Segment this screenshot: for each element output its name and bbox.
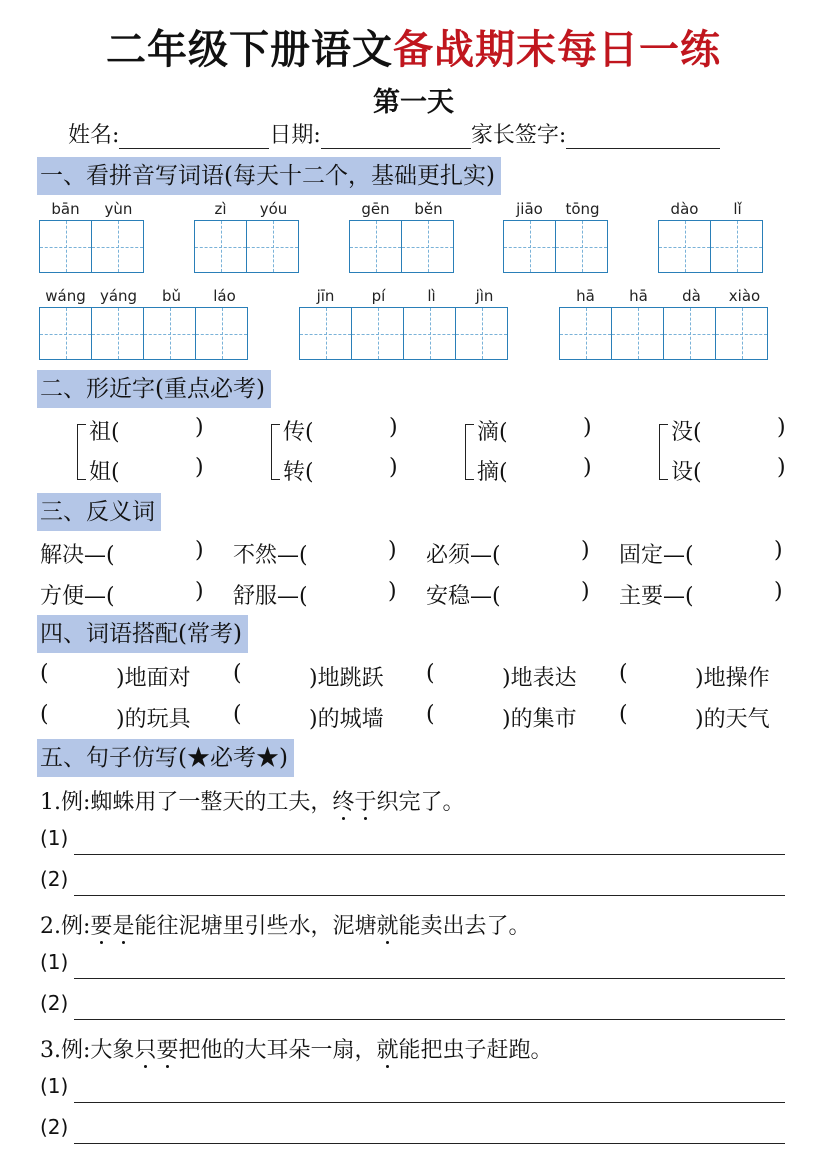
sentence-text: 例:	[61, 914, 91, 939]
answer-line[interactable]	[74, 1143, 785, 1144]
section-pinyin-heading: 一、看拼音写词语(每天十二个，基础更扎实)	[37, 157, 501, 195]
similar-char: 传(	[283, 420, 314, 445]
antonym-word: 主要—(	[619, 584, 694, 609]
antonym-answer-close: )	[774, 538, 783, 563]
collocation-phrase: )地操作	[695, 666, 770, 691]
collocation-phrase: )的玩具	[116, 707, 191, 732]
dotted-char: 就	[376, 914, 399, 939]
answer-line-label: (1)	[40, 950, 69, 974]
pinyin-label: lì	[427, 287, 436, 305]
pinyin-label: gēn	[361, 200, 390, 218]
answer-line-label: (2)	[40, 1115, 69, 1139]
answer-line-label: (2)	[40, 867, 69, 891]
pinyin-label: dà	[682, 287, 701, 305]
sentence-text: 织完了。	[376, 790, 465, 815]
tianzige-cell[interactable]	[663, 308, 715, 359]
name-field[interactable]	[119, 128, 269, 149]
answer-line[interactable]	[74, 1019, 785, 1020]
antonym-word: 安稳—(	[426, 584, 501, 609]
pinyin-label: pí	[371, 287, 386, 305]
similar-char: 转(	[283, 460, 314, 485]
collocation-open: (	[233, 661, 242, 686]
sentence-text: 把他的大耳朵一扇，	[178, 1038, 377, 1063]
tianzige-grid	[658, 220, 763, 273]
day-heading: 第一天	[373, 87, 454, 118]
pinyin-label: hā	[576, 287, 595, 305]
sentence-text: 能把虫子赶跑。	[398, 1038, 553, 1063]
section-sentence-heading: 五、句子仿写(★必考★)	[37, 739, 294, 777]
answer-line[interactable]	[74, 1102, 785, 1103]
sentence-text: 能往泥塘里引些水，泥塘	[134, 914, 377, 939]
similar-char: 滴(	[477, 420, 508, 445]
section-antonyms-heading: 三、反义词	[37, 493, 161, 531]
pinyin-label: bān	[51, 200, 80, 218]
tianzige-grid	[39, 307, 248, 360]
tianzige-cell[interactable]	[401, 221, 453, 272]
dotted-char: 要	[156, 1038, 179, 1063]
paren-close: )	[195, 455, 204, 480]
paren-close: )	[583, 455, 592, 480]
collocation-phrase: )地表达	[502, 666, 577, 691]
similar-char: 设(	[671, 460, 702, 485]
tianzige-cell[interactable]	[300, 308, 351, 359]
section-collocation-heading: 四、词语搭配(常考)	[37, 615, 248, 653]
answer-line-label: (2)	[40, 991, 69, 1015]
pinyin-label: tōng	[565, 200, 600, 218]
tianzige-grid	[503, 220, 608, 273]
pinyin-label: bǔ	[161, 287, 182, 305]
date-label: 日期:	[269, 123, 321, 148]
title-main: 二年级下册语文	[106, 27, 393, 73]
dotted-char: 终	[332, 790, 355, 815]
tianzige-cell[interactable]	[246, 221, 298, 272]
tianzige-cell[interactable]	[195, 308, 247, 359]
pinyin-label: jiāo	[516, 200, 543, 218]
dotted-char: 只	[134, 1038, 157, 1063]
pinyin-label: běn	[414, 200, 443, 218]
collocation-open: (	[619, 702, 628, 727]
tianzige-cell[interactable]	[351, 308, 403, 359]
paren-close: )	[777, 415, 786, 440]
antonym-word: 舒服—(	[233, 584, 308, 609]
dotted-char: 要	[90, 914, 113, 939]
antonym-answer-close: )	[774, 579, 783, 604]
paren-close: )	[389, 455, 398, 480]
pinyin-label: yáng	[99, 287, 138, 305]
tianzige-cell[interactable]	[611, 308, 663, 359]
tianzige-cell[interactable]	[40, 308, 91, 359]
answer-line[interactable]	[74, 895, 785, 896]
tianzige-cell[interactable]	[715, 308, 767, 359]
similar-char: 摘(	[477, 460, 508, 485]
pinyin-label: xiào	[728, 287, 761, 305]
answer-line[interactable]	[74, 978, 785, 979]
pinyin-label: lǐ	[733, 200, 742, 218]
sentence-number: 1.	[40, 790, 61, 815]
antonym-word: 解决—(	[40, 543, 115, 568]
antonym-word: 方便—(	[40, 584, 115, 609]
pinyin-label: jìn	[475, 287, 494, 305]
section-similar-chars-heading: 二、形近字(重点必考)	[37, 370, 271, 408]
answer-line[interactable]	[74, 854, 785, 855]
brace	[77, 424, 86, 480]
example-sentence	[40, 785, 464, 816]
pinyin-label: wáng	[45, 287, 86, 305]
pinyin-label: dào	[670, 200, 699, 218]
answer-line-label: (1)	[40, 1074, 69, 1098]
antonym-answer-close: )	[388, 538, 397, 563]
example-sentence	[40, 909, 531, 940]
brace	[271, 424, 280, 480]
collocation-open: (	[426, 661, 435, 686]
collocation-phrase: )的集市	[502, 707, 577, 732]
dotted-char: 是	[112, 914, 135, 939]
tianzige-grid	[559, 307, 768, 360]
tianzige-grid	[194, 220, 299, 273]
date-field[interactable]	[321, 128, 471, 149]
sentence-text: 例:蜘蛛用了一整天的工夫，	[61, 790, 333, 815]
collocation-phrase: )的城墙	[309, 707, 384, 732]
similar-char: 没(	[671, 420, 702, 445]
name-label: 姓名:	[68, 123, 120, 148]
tianzige-cell[interactable]	[560, 308, 611, 359]
antonym-word: 必须—(	[426, 543, 501, 568]
antonym-answer-close: )	[195, 538, 204, 563]
dotted-char: 就	[376, 1038, 399, 1063]
antonym-answer-close: )	[581, 579, 590, 604]
example-sentence	[40, 1033, 553, 1064]
sentence-number: 2.	[40, 914, 61, 939]
dotted-char: 于	[354, 790, 377, 815]
collocation-phrase: )地跳跃	[309, 666, 384, 691]
collocation-open: (	[40, 661, 49, 686]
tianzige-cell[interactable]	[659, 221, 710, 272]
pinyin-label: jīn	[316, 287, 335, 305]
sentence-text: 例:大象	[61, 1038, 135, 1063]
page-title	[0, 18, 827, 75]
paren-close: )	[583, 415, 592, 440]
brace	[465, 424, 474, 480]
sentence-number: 3.	[40, 1038, 61, 1063]
antonym-word: 不然—(	[233, 543, 308, 568]
paren-close: )	[389, 415, 398, 440]
brace	[659, 424, 668, 480]
title-highlight: 备战期末每日一练	[393, 27, 721, 73]
tianzige-grid	[39, 220, 144, 273]
tianzige-cell[interactable]	[403, 308, 455, 359]
pinyin-label: láo	[213, 287, 236, 305]
parent-signature-field[interactable]	[566, 128, 720, 149]
tianzige-cell[interactable]	[710, 221, 762, 272]
antonym-answer-close: )	[388, 579, 397, 604]
tianzige-grid	[299, 307, 508, 360]
pinyin-label: zì	[214, 200, 227, 218]
sentence-text: 能卖出去了。	[398, 914, 531, 939]
tianzige-cell[interactable]	[504, 221, 555, 272]
antonym-answer-close: )	[195, 579, 204, 604]
pinyin-label: yóu	[259, 200, 288, 218]
tianzige-cell[interactable]	[350, 221, 401, 272]
antonym-word: 固定—(	[619, 543, 694, 568]
tianzige-cell[interactable]	[40, 221, 91, 272]
collocation-phrase: )的天气	[695, 707, 770, 732]
similar-char: 姐(	[89, 460, 120, 485]
collocation-open: (	[40, 702, 49, 727]
tianzige-cell[interactable]	[91, 221, 143, 272]
tianzige-cell[interactable]	[555, 221, 607, 272]
pinyin-label: hā	[629, 287, 648, 305]
collocation-phrase: )地面对	[116, 666, 191, 691]
info-line	[68, 118, 720, 149]
paren-close: )	[195, 415, 204, 440]
collocation-open: (	[426, 702, 435, 727]
answer-line-label: (1)	[40, 826, 69, 850]
tianzige-cell[interactable]	[91, 308, 143, 359]
collocation-open: (	[233, 702, 242, 727]
paren-close: )	[777, 455, 786, 480]
parent-signature-label: 家长签字:	[470, 123, 567, 148]
similar-char: 祖(	[89, 420, 120, 445]
pinyin-label: yùn	[104, 200, 133, 218]
tianzige-cell[interactable]	[143, 308, 195, 359]
tianzige-cell[interactable]	[195, 221, 246, 272]
collocation-open: (	[619, 661, 628, 686]
tianzige-cell[interactable]	[455, 308, 507, 359]
tianzige-grid	[349, 220, 454, 273]
antonym-answer-close: )	[581, 538, 590, 563]
